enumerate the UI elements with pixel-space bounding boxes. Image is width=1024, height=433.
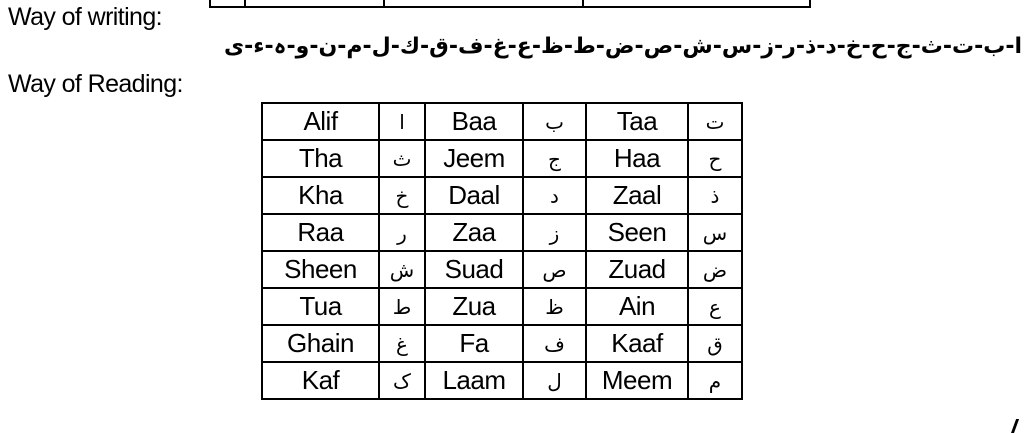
table-row bbox=[262, 325, 742, 362]
arabic-letter-cell: ش bbox=[379, 251, 425, 288]
letter-name-cell: Ain bbox=[586, 288, 688, 325]
arabic-letter-cell: غ bbox=[379, 325, 425, 362]
arabic-letter-cell: ع bbox=[688, 288, 742, 325]
arabic-letter-cell: ذ bbox=[688, 177, 742, 214]
arabic-letter-cell: ج bbox=[523, 140, 586, 177]
arabic-letter-cell: ط bbox=[379, 288, 425, 325]
table-row bbox=[262, 214, 742, 251]
table-row bbox=[262, 140, 742, 177]
table-row bbox=[262, 362, 742, 399]
alphabet-table-body bbox=[262, 103, 742, 399]
letter-name-cell: Tha bbox=[262, 140, 379, 177]
arabic-letter-cell: ح bbox=[688, 140, 742, 177]
arabic-letter-cell: د bbox=[523, 177, 586, 214]
letter-name-cell: Tua bbox=[262, 288, 379, 325]
letter-name-cell: Sheen bbox=[262, 251, 379, 288]
letter-name-cell: Zuad bbox=[586, 251, 688, 288]
letter-name-cell: Meem bbox=[586, 362, 688, 399]
arabic-letter-cell: ت bbox=[688, 103, 742, 140]
arabic-letter-cell: ز bbox=[523, 214, 586, 251]
arabic-letter-cell: ص bbox=[523, 251, 586, 288]
previous-table-fragment bbox=[209, 0, 811, 8]
arabic-letter-cell: ب bbox=[523, 103, 586, 140]
letter-name-cell: Ghain bbox=[262, 325, 379, 362]
letter-name-cell: Zua bbox=[425, 288, 523, 325]
letter-name-cell: Taa bbox=[586, 103, 688, 140]
table-row bbox=[262, 103, 742, 140]
letter-name-cell: Kha bbox=[262, 177, 379, 214]
way-of-writing-label: Way of writing: bbox=[8, 3, 163, 31]
letter-name-cell: Daal bbox=[425, 177, 523, 214]
arabic-letter-cell: ف bbox=[523, 325, 586, 362]
arabic-letter-cell: ث bbox=[379, 140, 425, 177]
arabic-letter-cell: خ bbox=[379, 177, 425, 214]
table-divider bbox=[383, 0, 385, 6]
letter-name-cell: Seen bbox=[586, 214, 688, 251]
arabic-letter-cell: ا bbox=[379, 103, 425, 140]
arabic-writing-line: ا-ب-ت-ث-ج-ح-خ-د-ذ-ر-ز-س-ش-ص-ض-ط-ظ-ع-غ-ف-ق-ك-ل-م-ن-و-ہ-ء-ی bbox=[223, 34, 1022, 59]
letter-name-cell: Suad bbox=[425, 251, 523, 288]
page-corner-mark bbox=[1011, 419, 1024, 433]
arabic-letter-cell: ر bbox=[379, 214, 425, 251]
letter-name-cell: Laam bbox=[425, 362, 523, 399]
letter-name-cell: Baa bbox=[425, 103, 523, 140]
arabic-letter-cell: ظ bbox=[523, 288, 586, 325]
arabic-letter-cell: ل bbox=[523, 362, 586, 399]
letter-name-cell: Jeem bbox=[425, 140, 523, 177]
letter-name-cell: Kaf bbox=[262, 362, 379, 399]
letter-name-cell: Alif bbox=[262, 103, 379, 140]
letter-name-cell: Zaa bbox=[425, 214, 523, 251]
letter-name-cell: Haa bbox=[586, 140, 688, 177]
arabic-letter-cell: م bbox=[688, 362, 742, 399]
table-row bbox=[262, 251, 742, 288]
table-row bbox=[262, 177, 742, 214]
alphabet-table bbox=[261, 102, 743, 400]
letter-name-cell: Kaaf bbox=[586, 325, 688, 362]
letter-name-cell: Raa bbox=[262, 214, 379, 251]
arabic-letter-cell: ک bbox=[379, 362, 425, 399]
arabic-letter-cell: ض bbox=[688, 251, 742, 288]
arabic-letter-cell: ق bbox=[688, 325, 742, 362]
way-of-reading-label: Way of Reading: bbox=[8, 70, 183, 98]
letter-name-cell: Zaal bbox=[586, 177, 688, 214]
table-row bbox=[262, 288, 742, 325]
table-divider bbox=[244, 0, 246, 6]
arabic-letter-cell: س bbox=[688, 214, 742, 251]
table-divider bbox=[582, 0, 584, 6]
letter-name-cell: Fa bbox=[425, 325, 523, 362]
